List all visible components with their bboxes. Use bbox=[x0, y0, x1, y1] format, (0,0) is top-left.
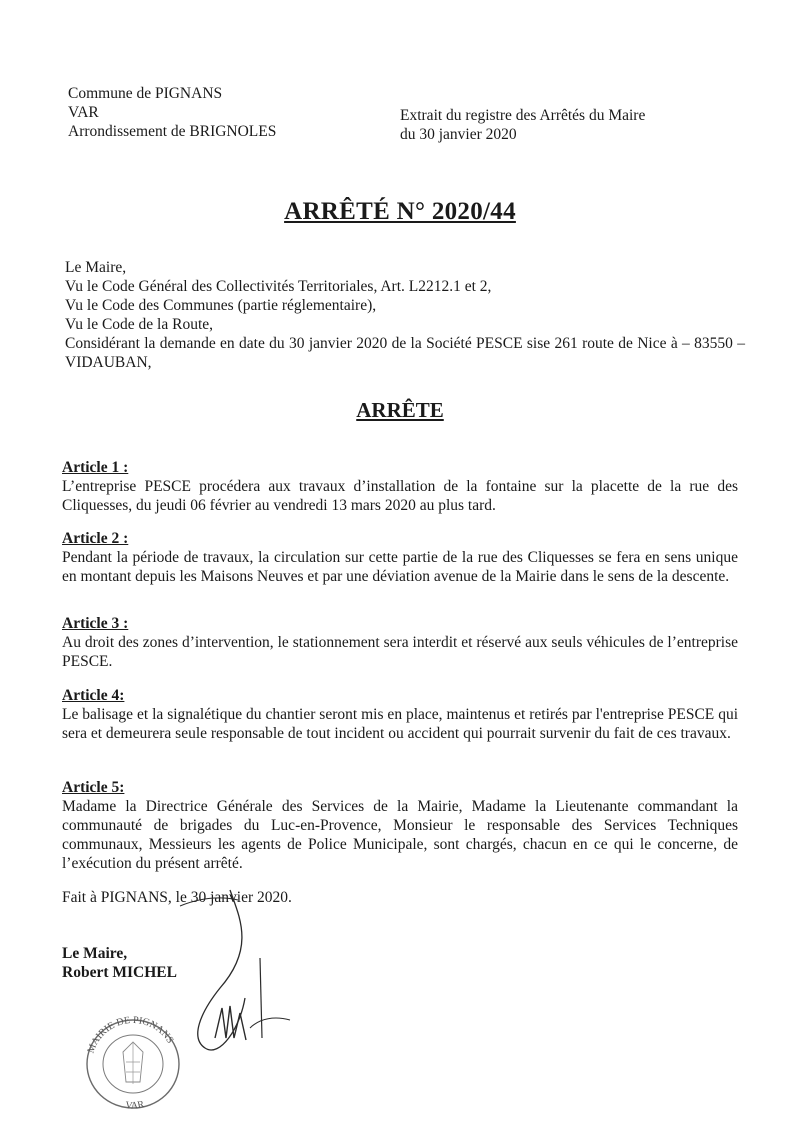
article-heading: Article 2 : bbox=[62, 530, 129, 547]
article-heading: Article 1 : bbox=[62, 459, 129, 476]
svg-text:VAR bbox=[125, 1099, 146, 1112]
document-title: ARRÊTÉ N° 2020/44 bbox=[284, 198, 516, 225]
commune-name: Commune de PIGNANS bbox=[68, 85, 223, 102]
article-heading: Article 5: bbox=[62, 779, 125, 796]
consideration-line: Vu le Code de la Route, bbox=[65, 316, 214, 333]
signer-name: Robert MICHEL bbox=[62, 964, 177, 981]
municipal-stamp bbox=[78, 1012, 188, 1112]
article-heading: Article 4: bbox=[62, 687, 125, 704]
article-3 bbox=[62, 614, 738, 671]
consideration-line: Le Maire, bbox=[65, 259, 127, 276]
register-extract: Extrait du registre des Arrêtés du Maire bbox=[400, 107, 646, 124]
consideration-line: Vu le Code des Communes (partie réglementaire), bbox=[65, 297, 377, 314]
arrondissement-name: Arrondissement de BRIGNOLES bbox=[68, 123, 277, 140]
register-extract-block bbox=[400, 106, 645, 144]
closing-place-date: Fait à PIGNANS, le 30 janvier 2020. bbox=[62, 889, 292, 906]
consideration-line: Considérant la demande en date du 30 janvier 2020 de la Société PESCE sise 261 route de Nice à – 83550 – VIDAUBAN, bbox=[65, 335, 745, 371]
issuer-block bbox=[68, 84, 276, 141]
considerations-block bbox=[65, 258, 745, 372]
register-extract-date: du 30 janvier 2020 bbox=[400, 126, 517, 143]
signer-title: Le Maire, bbox=[62, 945, 128, 962]
decision-heading: ARRÊTE bbox=[356, 398, 444, 422]
article-2 bbox=[62, 529, 738, 586]
consideration-line: Vu le Code Général des Collectivités Territoriales, Art. L2212.1 et 2, bbox=[65, 278, 492, 295]
article-body: L’entreprise PESCE procédera aux travaux d’installation de la fontaine sur la placette de la rue des Cliquesses, du jeudi 06 février au vendredi 13 mars 2020 au plus tard. bbox=[62, 478, 738, 514]
article-body: Au droit des zones d’intervention, le stationnement sera interdit et réservé aux seuls véhicules de l’entreprise PESCE. bbox=[62, 634, 738, 670]
stamp-text-bottom: VAR bbox=[124, 1099, 146, 1112]
article-1 bbox=[62, 458, 738, 515]
article-5 bbox=[62, 778, 738, 873]
article-heading: Article 3 : bbox=[62, 615, 129, 632]
stamp-text-top: MAIRIE DE PIGNANS bbox=[85, 1014, 176, 1055]
article-body: Le balisage et la signalétique du chantier seront mis en place, maintenus et retirés par l'entreprise PESCE qui sera et demeurera seule responsable de tout incident ou accident qui pourrait survenir du fait de ces travaux. bbox=[62, 706, 738, 742]
department-name: VAR bbox=[68, 104, 99, 121]
article-4 bbox=[62, 686, 738, 743]
article-body: Madame la Directrice Générale des Services de la Mairie, Madame la Lieutenante commandant la communauté de brigades du Luc-en-Provence, Monsieur le responsable des Services Techniques communaux, Messieurs les agents de Police Municipale, sont chargés, chacun en ce qui le concerne, de l’exécution du présent arrêté. bbox=[62, 798, 738, 872]
article-body: Pendant la période de travaux, la circulation sur cette partie de la rue des Cliquesses se fera en sens unique en montant depuis les Maisons Neuves et par une déviation avenue de la Mairie dans le sens de la descente. bbox=[62, 549, 738, 585]
